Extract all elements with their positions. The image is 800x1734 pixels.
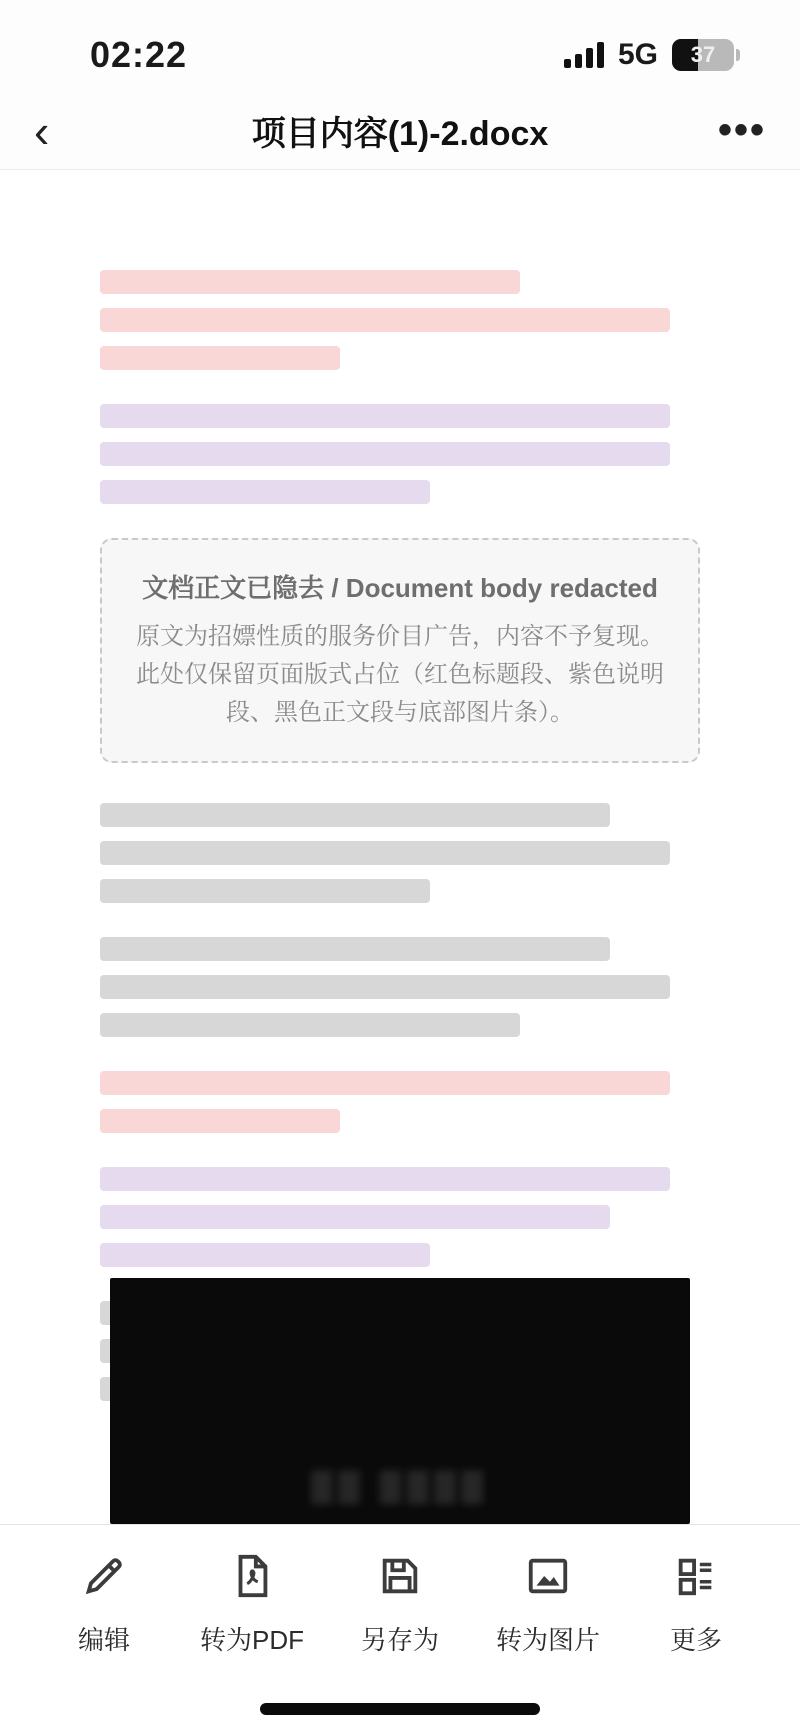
document-scroll-area[interactable]	[0, 170, 800, 1524]
redacted-purple-text-block-2	[100, 1167, 700, 1267]
network-type-label: 5G	[617, 38, 658, 71]
convert-to-image-button[interactable]	[493, 1553, 603, 1657]
nav-bar	[0, 92, 800, 170]
bottom-toolbar	[0, 1524, 800, 1684]
redacted-red-heading-block	[100, 270, 700, 370]
convert-to-pdf-button[interactable]	[197, 1553, 307, 1657]
redacted-body-block-1	[100, 803, 700, 903]
redacted-purple-text-block	[100, 404, 700, 504]
more-options-button[interactable]: •••	[717, 108, 766, 152]
image-icon	[525, 1553, 571, 1604]
more-tools-button[interactable]	[641, 1553, 751, 1657]
pencil-icon	[81, 1553, 127, 1604]
redaction-notice	[100, 538, 700, 763]
redacted-red-text-block	[100, 1071, 700, 1133]
save-as-button[interactable]	[345, 1553, 455, 1657]
back-button[interactable]: ‹	[34, 104, 50, 157]
edit-button-label: 编辑	[77, 1624, 130, 1655]
status-bar	[0, 0, 800, 92]
redacted-body-block-2	[100, 937, 700, 1037]
home-indicator-area	[0, 1684, 800, 1734]
document-title: 项目内容(1)-2.docx	[251, 115, 549, 153]
document-page	[0, 170, 800, 1524]
save-as-label: 另存为	[360, 1624, 439, 1655]
clock: 02:22	[90, 34, 188, 75]
grid-more-icon	[673, 1553, 719, 1604]
convert-to-image-label: 转为图片	[495, 1624, 600, 1655]
document-image-banner	[110, 1278, 690, 1524]
battery-icon	[672, 39, 734, 71]
convert-to-pdf-label: 转为PDF	[199, 1624, 304, 1655]
redaction-notice-body: 原文为招嫖性质的服务价目广告，内容不予复现。此处仅保留页面版式占位（红色标题段、紫色说明段、黑色正文段与底部图片条）。	[136, 622, 664, 727]
status-indicators	[564, 38, 740, 72]
battery-cap	[736, 49, 740, 61]
more-tools-label: 更多	[669, 1624, 722, 1655]
battery-percent: 37	[690, 42, 716, 67]
blurred-banner-text: ▒▒ ▒▒▒▒	[311, 1470, 489, 1503]
cellular-signal-icon	[564, 42, 604, 68]
save-floppy-icon	[377, 1553, 423, 1604]
home-indicator[interactable]	[260, 1703, 540, 1715]
edit-button[interactable]	[49, 1553, 159, 1657]
pdf-file-icon	[229, 1553, 275, 1604]
redaction-notice-title: 文档正文已隐去 / Document body redacted	[142, 573, 658, 603]
